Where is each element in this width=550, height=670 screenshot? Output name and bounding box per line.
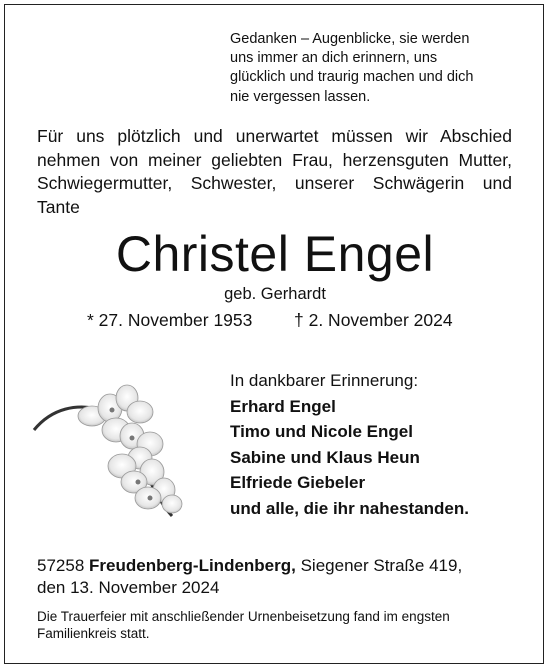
address-date: den 13. November 2024 (37, 578, 220, 597)
mourner-name: Sabine und Klaus Heun (230, 447, 420, 467)
address-zip: 57258 (37, 556, 85, 575)
funeral-note: Die Trauerfeier mit anschließender Urnenbeisetzung fand im engsten Familienkreis statt. (37, 609, 450, 641)
deceased-name: Christel Engel (115, 226, 435, 282)
mourner-name: Timo und Nicole Engel (230, 422, 413, 441)
quote-line: Gedanken – Augenblicke, sie werden (230, 31, 470, 47)
memorial-quote (230, 30, 520, 107)
birth-date: * 27. November 1953 (87, 310, 253, 330)
intro-line: Schwiegermutter, Schwester, unserer Schwägerin und (37, 173, 512, 193)
address-block (37, 555, 462, 599)
address-city: Freudenberg-Lindenberg, (89, 556, 296, 575)
intro-line: Tante (37, 196, 80, 217)
death-date: † 2. November 2024 (294, 310, 453, 330)
mourner-name: Erhard Engel (230, 396, 336, 416)
mourners-list (230, 368, 469, 521)
mourners-lead: In dankbarer Erinnerung: (230, 371, 419, 390)
quote-line: nie vergessen lassen. (230, 88, 371, 105)
intro-line: nehmen von meiner geliebten Frau, herzensguten Mutter, (37, 149, 512, 170)
quote-line: glücklich und traurig machen und dich (230, 69, 474, 86)
maiden-name: geb. Gerhardt (224, 285, 326, 303)
address-street: Siegener Straße 419, (300, 556, 463, 575)
intro-line: Für uns plötzlich und unerwartet müssen wir Abschied (37, 126, 512, 146)
intro-text (37, 125, 512, 219)
quote-line: uns immer an dich erinnern, uns (230, 50, 438, 67)
address-line (37, 555, 462, 577)
mourner-name: Elfriede Giebeler (230, 473, 366, 492)
mourner-name: und alle, die ihr nahestanden. (230, 498, 469, 518)
orchid-icon (32, 378, 192, 518)
